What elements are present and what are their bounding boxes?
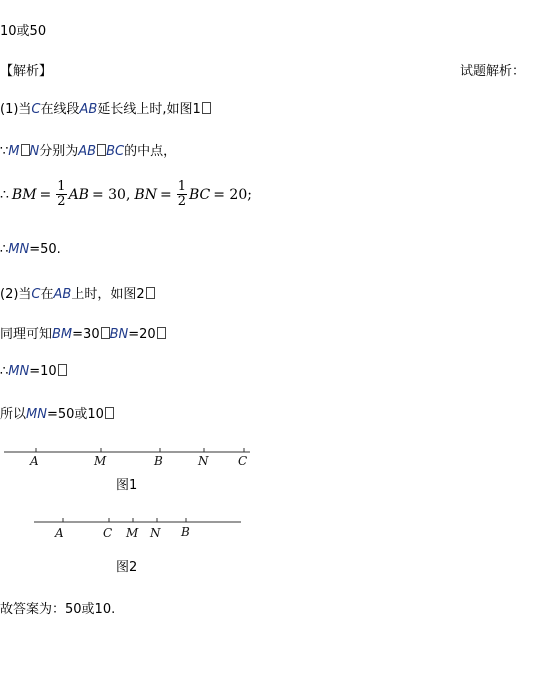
bn-value: =20: [128, 327, 156, 342]
var-c: C: [31, 287, 41, 302]
figure-1-line: [0, 440, 260, 470]
var-mn: MN: [26, 407, 47, 422]
var-bc: BC: [106, 144, 125, 159]
var-ab: AB: [79, 102, 98, 117]
figure-1: [0, 440, 260, 500]
case1-mid: 在线段: [40, 102, 80, 117]
similarly-prefix: 同理可知: [0, 327, 53, 342]
figure-2: [0, 510, 260, 575]
var-bm: BM: [52, 327, 73, 342]
mn50-line: [0, 242, 61, 257]
fig2-point-c: C: [103, 526, 113, 540]
var-mn: MN: [8, 242, 30, 257]
formula-bm: BM: [11, 186, 37, 203]
var-mn: MN: [8, 364, 30, 379]
fig2-point-m: M: [126, 526, 139, 540]
fraction-den: 2: [57, 194, 66, 209]
fig1-point-a: A: [30, 454, 39, 468]
case1-suffix: 延长线上时,如图1: [97, 102, 201, 117]
similarly-line: [0, 323, 166, 342]
fig1-point-c: C: [238, 454, 248, 468]
missing-glyph-box: [105, 407, 114, 419]
conclusion-line: [0, 403, 114, 422]
formula-eq2: =: [159, 186, 172, 203]
fig1-point-b: B: [154, 454, 163, 468]
fig2-point-a: A: [55, 526, 64, 540]
answer-text: 10或50: [0, 24, 47, 39]
analysis-heading: 【解析】: [0, 64, 53, 79]
fig1-caption: 图1: [116, 478, 138, 493]
case1-prefix: (1)当: [0, 102, 32, 117]
therefore-symbol: ∴: [0, 242, 9, 257]
fraction-half-2: [177, 180, 187, 209]
missing-glyph-box: [58, 364, 67, 376]
final-answer: 故答案为：50或10.: [0, 602, 116, 617]
fig1-point-n: N: [198, 454, 209, 468]
fig2-point-b: B: [181, 525, 190, 539]
formula-ab: AB: [68, 186, 89, 203]
var-c: C: [31, 102, 41, 117]
var-ab: AB: [78, 144, 97, 159]
var-n: N: [29, 144, 40, 159]
therefore-symbol: ∴: [0, 186, 9, 203]
formula-eq1: =: [39, 186, 52, 203]
mn50-suffix: =50.: [29, 242, 61, 257]
fraction-half-1: [56, 180, 66, 209]
case2-suffix: 上时，如图2: [71, 287, 145, 302]
midpoint-line: [0, 140, 176, 159]
fraction-num: 1: [177, 179, 186, 194]
midpoint-mid: 分别为: [39, 144, 79, 159]
therefore-symbol: ∴: [0, 364, 9, 379]
because-symbol: ∵: [0, 144, 9, 159]
mn10-line: [0, 364, 67, 379]
missing-glyph-box: [157, 327, 166, 339]
missing-glyph-box: [202, 102, 211, 114]
midpoint-suffix: 的中点，: [124, 144, 177, 159]
conclusion-prefix: 所以: [0, 407, 27, 422]
fig1-point-m: M: [94, 454, 107, 468]
formula-line: [0, 180, 252, 209]
fig2-point-n: N: [150, 526, 161, 540]
fraction-num: 1: [57, 179, 66, 194]
fraction-den: 2: [177, 194, 186, 209]
mn10-suffix: =10: [29, 364, 57, 379]
var-bn: BN: [109, 327, 129, 342]
case1-line: [0, 98, 211, 117]
analysis-subheading: 试题解析：: [460, 64, 526, 79]
missing-glyph-box: [101, 327, 110, 339]
case2-line: [0, 283, 155, 302]
missing-glyph-box: [97, 144, 106, 156]
formula-bc: BC: [188, 186, 211, 203]
case2-prefix: (2)当: [0, 287, 32, 302]
var-m: M: [8, 144, 20, 159]
fig2-caption: 图2: [116, 560, 138, 575]
missing-glyph-box: [146, 287, 155, 299]
case2-mid: 在: [40, 287, 54, 302]
conclusion-suffix: =50或10: [46, 407, 104, 422]
formula-r2: = 20;: [213, 186, 252, 203]
missing-glyph-box: [21, 144, 30, 156]
bm-value: =30: [72, 327, 100, 342]
formula-bn: BN: [134, 186, 157, 203]
formula-r1: = 30,: [91, 186, 131, 203]
var-ab: AB: [53, 287, 72, 302]
